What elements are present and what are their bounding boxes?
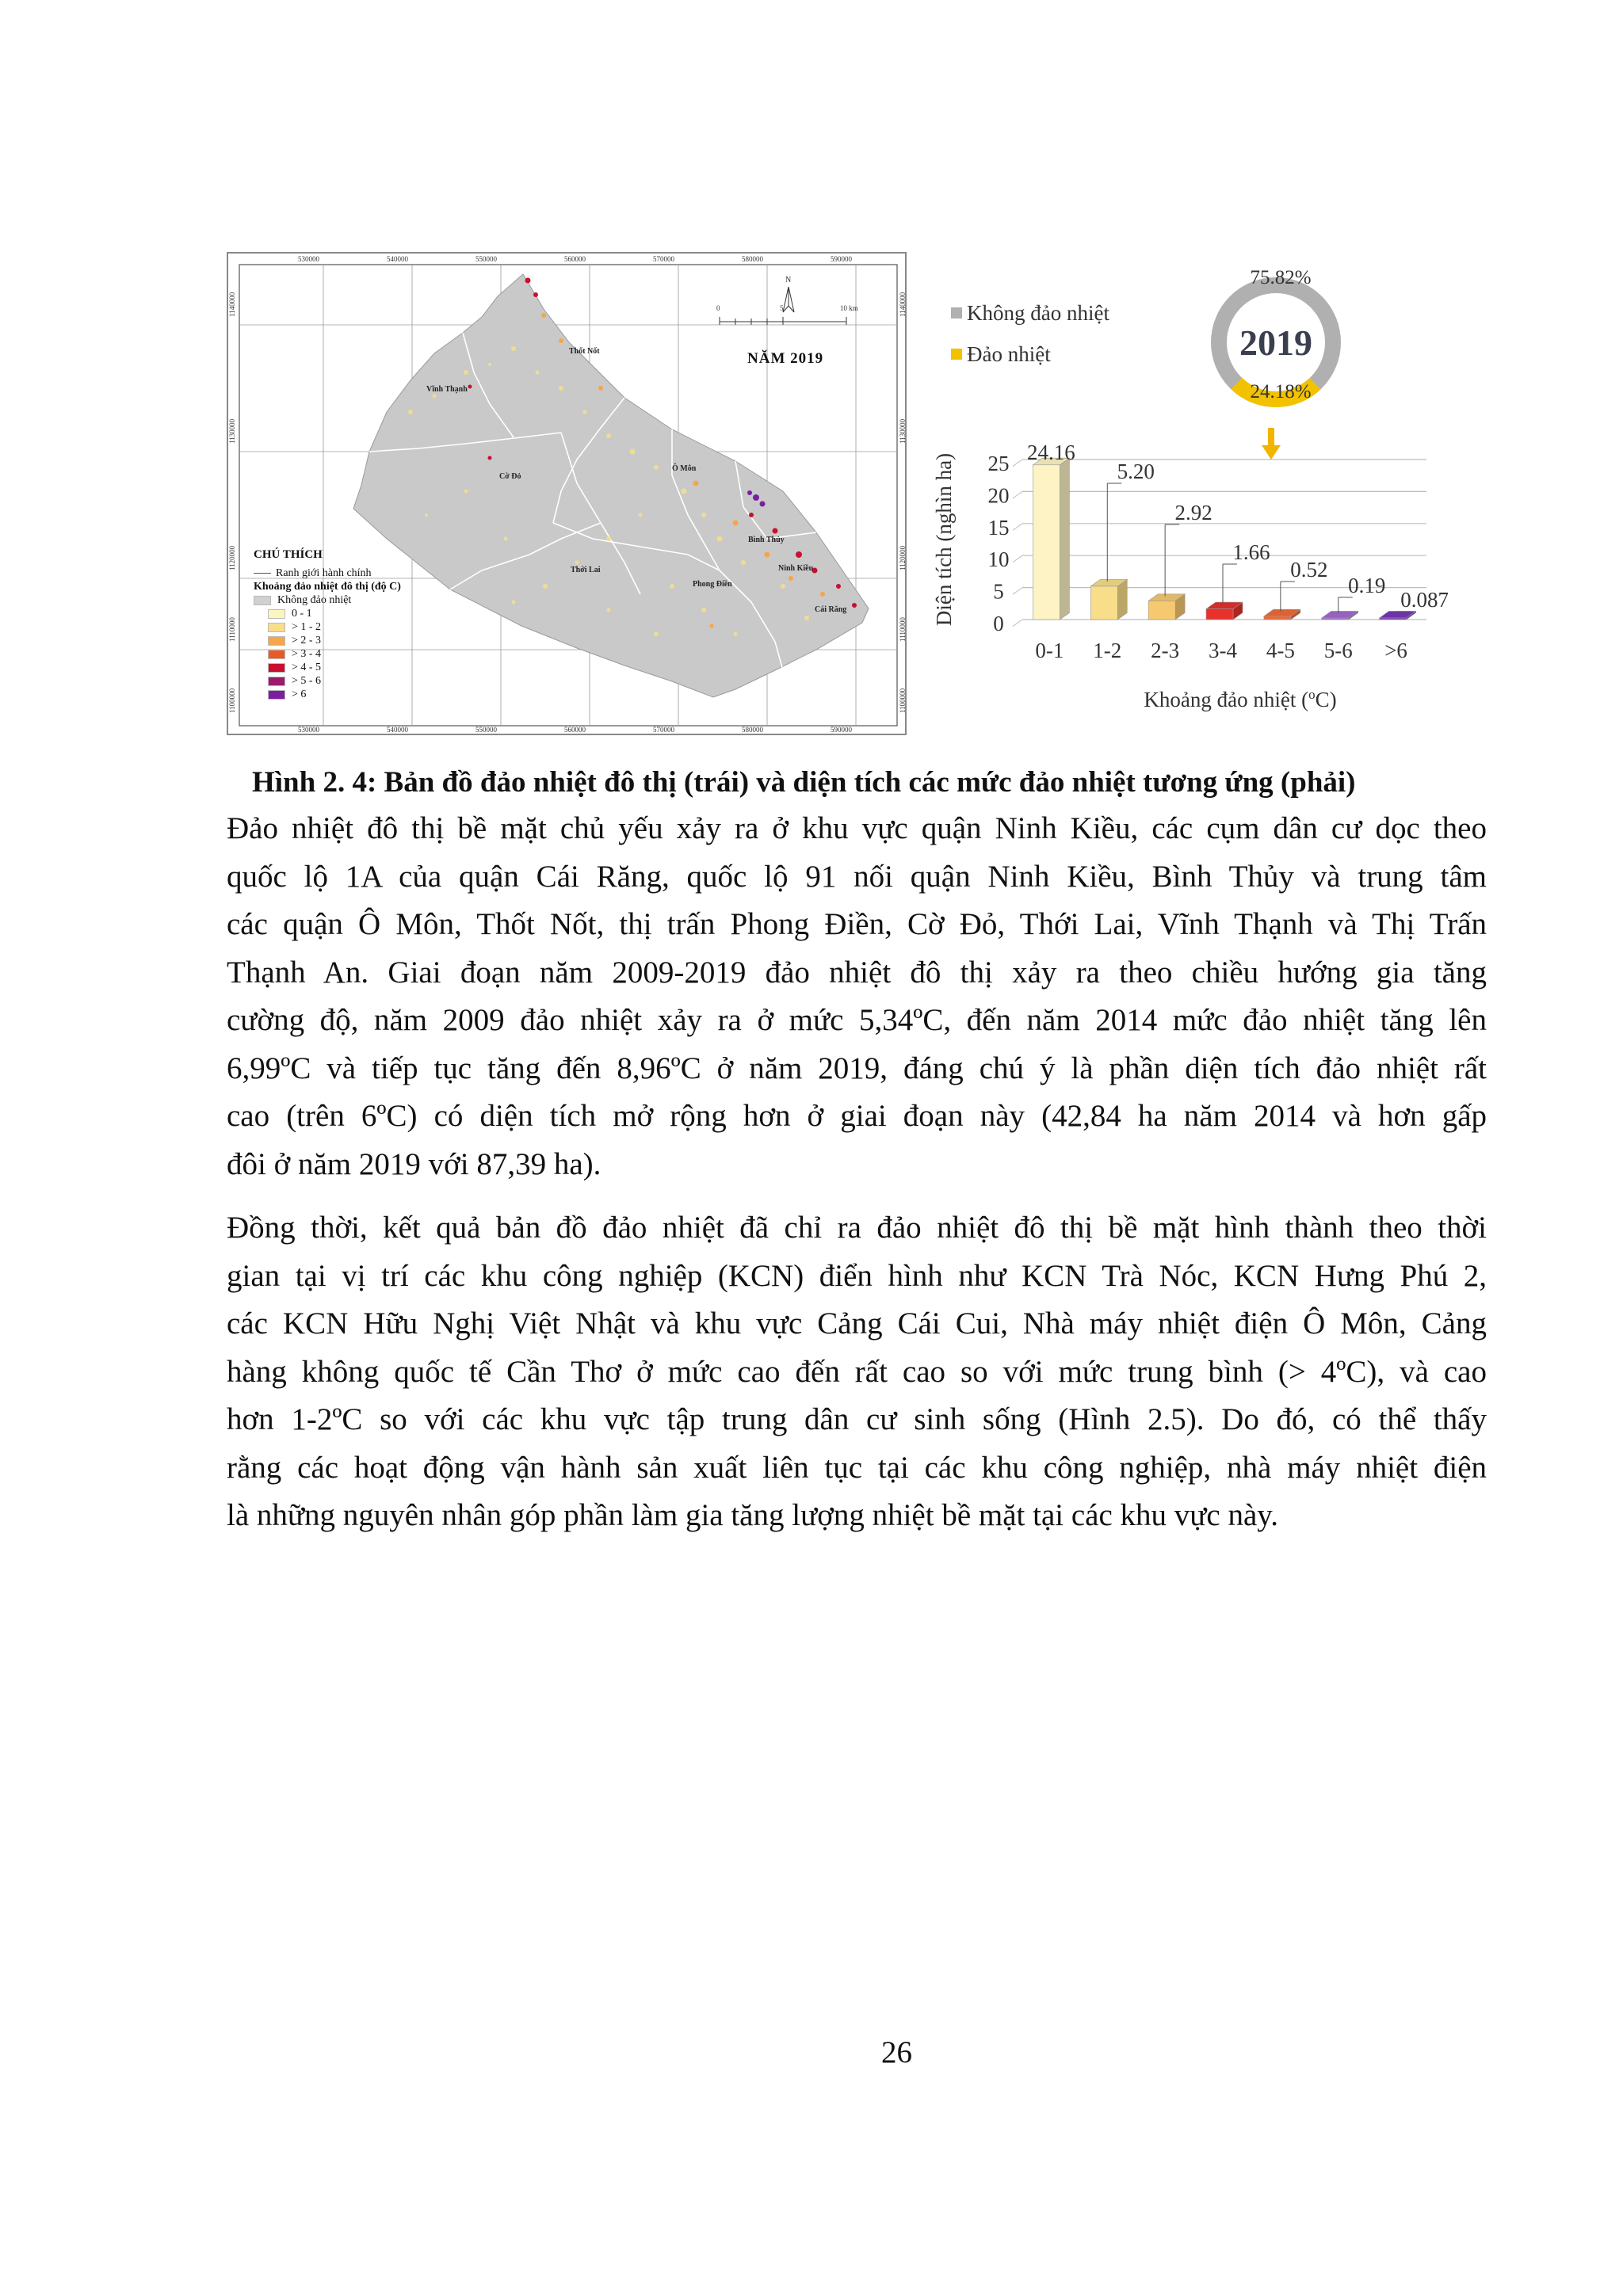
place-label: Ninh Kiều (778, 564, 814, 573)
top-coord: 530000 (298, 255, 319, 263)
north-label: N (785, 276, 792, 284)
x-tick-label: >6 (1384, 639, 1407, 662)
top-coord: 580000 (742, 255, 763, 263)
donut-year: 2019 (1239, 322, 1312, 363)
left-coord: 1130000 (228, 418, 236, 444)
bar-value-label: 0.19 (1348, 574, 1386, 597)
bar-value-label: 2.92 (1174, 501, 1212, 524)
down-arrow-icon (1262, 445, 1281, 460)
legend-items (254, 593, 401, 701)
y-tick-label: 25 (987, 452, 1010, 475)
grid-line (1013, 555, 1022, 563)
x-axis-label-superscript: o (1308, 687, 1316, 702)
scale-label: 5 (780, 304, 784, 312)
donut-island-label: 24.18% (1250, 381, 1312, 402)
bar (1322, 618, 1349, 620)
place-label: Phong Điền (693, 580, 732, 589)
x-axis-label (1144, 687, 1336, 711)
legend-item (268, 647, 401, 661)
bar (1380, 618, 1407, 620)
y-tick-label: 0 (993, 612, 1004, 635)
bar (1264, 616, 1291, 620)
figure-caption: Hình 2. 4: Bản đồ đảo nhiệt đô thị (trái) và diện tích các mức đảo nhiệt tương ứng (phải) (252, 766, 1356, 799)
legend-item (268, 607, 401, 620)
right-coord: 1100000 (899, 688, 907, 713)
top-coord: 590000 (831, 255, 852, 263)
x-tick-label: 2-3 (1151, 639, 1180, 662)
bottom-coord: 530000 (298, 726, 319, 734)
paragraph-line: quốc lộ 1A của quận Cái Răng, quốc lộ 91 nối quận Ninh Kiều, Bình Thủy và trung tâm (227, 859, 1487, 894)
place-label: Cái Răng (815, 605, 847, 614)
left-coord: 1100000 (228, 688, 236, 713)
grid-line (1013, 588, 1022, 595)
legend-item-label: Không đảo nhiệt (277, 594, 352, 606)
paragraph-line: rằng các hoạt động vận hành sản xuất liên tục tại các khu công nghiệp, nhà máy nhiệt điện (227, 1450, 1487, 1485)
x-tick-label: 5-6 (1323, 639, 1353, 662)
legend-swatch (268, 636, 285, 646)
x-tick-label: 1-2 (1093, 639, 1122, 662)
donut-legend-label: Không đảo nhiệt (967, 301, 1109, 325)
left-coord: 1120000 (228, 545, 236, 570)
x-axis-label-end: C) (1315, 688, 1337, 711)
paragraph-line: hơn 1-2ºC so với các khu vực tập trung dân cư sinh sống (Hình 2.5). Do đó, có thể thấy (227, 1402, 1487, 1436)
bottom-coord: 570000 (653, 726, 674, 734)
paragraph-line: các quận Ô Môn, Thốt Nốt, thị trấn Phong Điền, Cờ Đỏ, Thới Lai, Vĩnh Thạnh và Thị Trấn (227, 907, 1487, 941)
paragraph-line: 6,99ºC và tiếp tục tăng đến 8,96ºC ở năm 2019, đáng chú ý là phần diện tích đảo nhiệt rất (227, 1051, 1487, 1085)
bar-value-label: 5.20 (1117, 460, 1155, 483)
paragraph (227, 805, 1487, 1188)
y-tick-label: 20 (987, 483, 1010, 508)
legend-item (268, 661, 401, 674)
place-label: Thới Lai (571, 566, 601, 574)
y-tick-label: 10 (987, 547, 1010, 572)
paragraph-line: là những nguyên nhân góp phần làm gia tăng lượng nhiệt bề mặt tại các khu vực này. (227, 1498, 1278, 1532)
heat-island-chart (919, 252, 1474, 735)
grid-line (1013, 620, 1022, 627)
bar (1090, 586, 1117, 620)
bar-value-label: 1.66 (1232, 540, 1270, 564)
donut-legend-label: Đảo nhiệt (967, 342, 1051, 366)
bottom-coord: 580000 (742, 726, 763, 734)
legend-swatch (268, 690, 285, 700)
right-coord: 1120000 (899, 545, 907, 570)
x-tick-label: 3-4 (1209, 639, 1237, 662)
paragraph-line: đôi ở năm 2019 với 87,39 ha). (227, 1146, 601, 1181)
map-title: NĂM 2019 (747, 350, 824, 367)
donut-legend-swatch (951, 307, 962, 318)
legend-swatch (268, 623, 285, 632)
right-coord: 1130000 (899, 418, 907, 444)
bar (1033, 465, 1060, 620)
legend-item-label: 0 - 1 (292, 608, 312, 620)
bottom-coord: 550000 (475, 726, 497, 734)
x-tick-label: 0-1 (1035, 639, 1064, 662)
bottom-coord: 560000 (564, 726, 586, 734)
paragraph-line: cao (trên 6ºC) có diện tích mở rộng hơn ở giai đoạn này (42,84 ha năm 2014 và hơn gấp (227, 1099, 1487, 1133)
right-coord: 1140000 (899, 292, 907, 317)
legend-item-label: > 2 - 3 (292, 635, 322, 646)
top-coord: 540000 (387, 255, 408, 263)
bottom-coord: 590000 (831, 726, 852, 734)
legend-boundary (254, 566, 401, 580)
paragraph-line: các KCN Hữu Nghị Việt Nhật và khu vực Cảng Cái Cui, Nhà máy nhiệt điện Ô Môn, Cảng (227, 1306, 1487, 1341)
left-coord: 1140000 (228, 292, 236, 317)
legend-item (254, 593, 401, 607)
place-label: Vĩnh Thạnh (426, 385, 468, 394)
donut-legend-swatch (951, 349, 962, 360)
x-tick-label: 4-5 (1266, 639, 1295, 662)
y-tick-label: 15 (987, 515, 1010, 540)
bar-value-label: 0.087 (1400, 588, 1449, 612)
paragraph (227, 1204, 1487, 1540)
legend-item (268, 634, 401, 647)
donut-non-island-label: 75.82% (1250, 267, 1312, 288)
top-coord: 560000 (564, 255, 586, 263)
paragraph-line: hàng không quốc tế Cần Thơ ở mức cao đến rất cao so với mức trung bình (> 4ºC), và cao (227, 1354, 1487, 1389)
legend-item (268, 688, 401, 701)
paragraph-line: gian tại vị trí các khu công nghiệp (KCN) điển hình như KCN Trà Nóc, KCN Hưng Phú 2, (227, 1258, 1487, 1293)
bar-side (1060, 458, 1069, 620)
legend-item-label: > 6 (292, 688, 307, 700)
boundary-line-icon (254, 573, 271, 574)
left-coord: 1110000 (228, 617, 236, 642)
legend-item (268, 620, 401, 634)
y-axis-label: Diện tích (nghìn ha) (932, 452, 956, 627)
chart-panel (919, 252, 1474, 735)
map-legend (254, 548, 401, 701)
bottom-coord: 540000 (387, 726, 408, 734)
grid-line (1013, 460, 1022, 467)
place-label: Cờ Đỏ (499, 472, 521, 481)
legend-item-label: > 5 - 6 (292, 675, 322, 687)
paragraph-line: Thạnh An. Giai đoạn năm 2009-2019 đảo nhiệt đô thị xảy ra theo chiều hướng gia tăng (227, 955, 1487, 990)
top-coord: 550000 (475, 255, 497, 263)
place-label: Ô Môn (672, 464, 697, 473)
legend-swatch (268, 663, 285, 673)
legend-boundary-label: Ranh giới hành chính (276, 567, 372, 579)
x-axis-label-text: Khoảng đảo nhiệt ( (1144, 688, 1309, 711)
bar-value-label: 0.52 (1290, 558, 1328, 582)
legend-swatch (254, 596, 271, 605)
legend-item-label: > 4 - 5 (292, 662, 322, 673)
grid-line (1013, 524, 1022, 531)
grid-line (1013, 491, 1022, 498)
legend-item-label: > 1 - 2 (292, 621, 322, 633)
scale-label: 0 (716, 304, 720, 312)
paragraph-line: Đảo nhiệt đô thị bề mặt chủ yếu xảy ra ở khu vực quận Ninh Kiều, các cụm dân cư dọc theo (227, 811, 1487, 845)
place-label: Bình Thủy (748, 536, 785, 544)
legend-swatch (268, 677, 285, 686)
scale-label: 10 km (840, 304, 858, 312)
place-label: Thốt Nốt (569, 347, 600, 356)
legend-item-label: > 3 - 4 (292, 648, 322, 660)
bar-value-label: 24.16 (1027, 441, 1075, 464)
legend-title: CHÚ THÍCH (254, 548, 323, 561)
paragraph-line: cường độ, năm 2009 đảo nhiệt xảy ra ở mức 5,34ºC, đến năm 2014 mức đảo nhiệt tăng lên (227, 1003, 1487, 1037)
legend-subtitle: Khoảng đảo nhiệt đô thị (độ C) (254, 581, 401, 593)
legend-swatch (268, 609, 285, 619)
paragraph-line: Đồng thời, kết quả bản đồ đảo nhiệt đã chỉ ra đảo nhiệt đô thị bề mặt hình thành theo thời (227, 1211, 1487, 1245)
legend-swatch (268, 650, 285, 659)
page-number: 26 (881, 2035, 912, 2069)
bar (1148, 601, 1175, 620)
legend-item (268, 674, 401, 688)
y-tick-label: 5 (993, 579, 1004, 604)
bar (1206, 609, 1233, 620)
right-coord: 1110000 (899, 617, 907, 642)
top-coord: 570000 (653, 255, 674, 263)
down-arrow-icon (1268, 428, 1274, 447)
north-arrow-icon (783, 287, 794, 312)
heat-island-map (227, 252, 907, 735)
